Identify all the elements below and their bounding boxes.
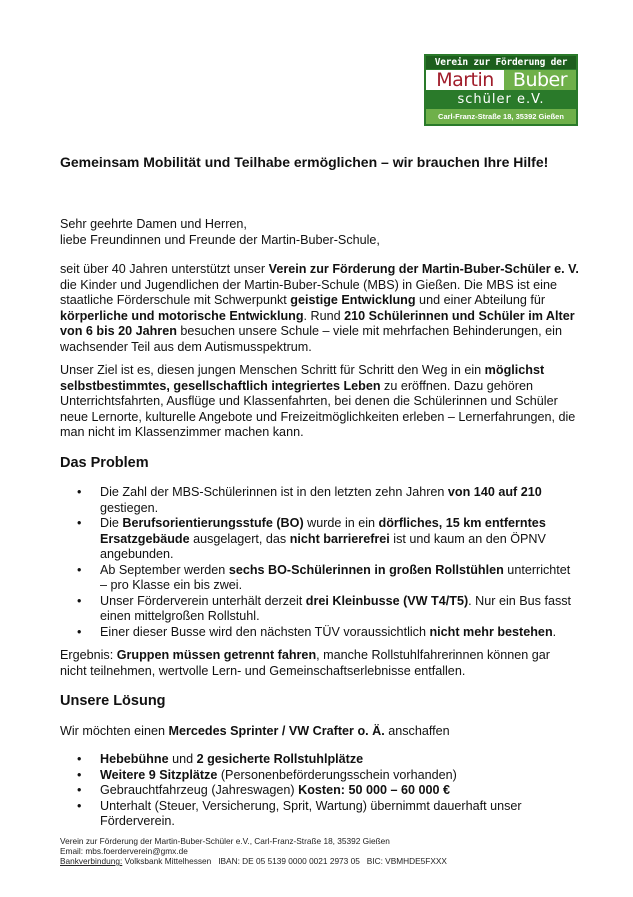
- text: anschaffen: [384, 724, 450, 738]
- text: (Personenbeförderungsschein vorhanden): [217, 767, 457, 782]
- text: unterrichtet – pro Klasse ein bis zwei.: [100, 562, 571, 592]
- text: ausgelagert, das: [189, 531, 290, 546]
- text: Ergebnis:: [60, 648, 117, 662]
- text: . Nur ein Bus fasst einen mittelgroßen Rollstuhl.: [100, 593, 572, 623]
- text: ist und kaum an den ÖPNV angebunden.: [100, 531, 546, 561]
- bold-text: Weitere 9 Sitzplätze: [100, 767, 218, 782]
- bold-text: Mercedes Sprinter / VW Crafter o. Ä.: [168, 724, 385, 738]
- solution-heading: Unsere Lösung: [60, 693, 166, 709]
- text: Einer dieser Busse wird den nächsten TÜV voraussichtlich: [100, 624, 430, 639]
- list-item: [60, 768, 580, 784]
- list-item: [60, 516, 580, 563]
- logo-name-buber: Buber: [504, 70, 576, 90]
- footer-bank: [60, 856, 447, 866]
- result-paragraph: [60, 648, 580, 679]
- bold-text: sechs BO-Schülerinnen in großen Rollstühlen: [228, 562, 504, 577]
- text: Die: [100, 516, 123, 530]
- text: Unterhalt (Steuer, Versicherung, Sprit, Wartung) übernimmt dauerhaft unser Förderverein.: [100, 798, 522, 828]
- greeting-line-2: liebe Freundinnen und Freunde der Martin-Buber-Schule,: [60, 232, 380, 247]
- text: . Rund: [303, 308, 345, 323]
- bold-text: möglichst selbstbestimmtes, gesellschaftlich integriertes Leben: [60, 363, 545, 393]
- text: Die Zahl der MBS-Schülerinnen ist in den letzten zehn Jahren: [100, 485, 448, 499]
- text: wurde in ein: [303, 516, 379, 530]
- bold-text: 2 gesicherte Rollstuhlplätze: [196, 752, 364, 766]
- text: gestiegen.: [100, 500, 159, 515]
- text: besuchen unsere Schule – viele mit mehrfachen Behinderungen, ein wachsender Teil aus dem Autismusspektrum.: [60, 324, 562, 354]
- list-item: [60, 594, 580, 625]
- list-item: [60, 783, 580, 799]
- problem-list: [60, 485, 580, 640]
- bold-text: 210 Schülerinnen und Schüler im Alter von 6 bis 20 Jahren: [60, 308, 575, 338]
- bold-text: Kosten: 50 000 – 60 000 €: [298, 783, 451, 797]
- problem-heading: Das Problem: [60, 455, 149, 471]
- bank-details: Volksbank Mittelhessen IBAN: DE 05 5139 0000 0021 2973 05 BIC: VBMHDE5FXXX: [122, 856, 447, 866]
- solution-list: [60, 752, 580, 830]
- solution-intro: [60, 724, 580, 740]
- bold-text: geistige Entwicklung: [290, 293, 416, 307]
- greeting-line-1: Sehr geehrte Damen und Herren,: [60, 217, 247, 231]
- bold-text: Verein zur Förderung der Martin-Buber-Schüler e. V.: [268, 262, 579, 276]
- list-item: [60, 485, 580, 516]
- text: Gebrauchtfahrzeug (Jahreswagen): [100, 783, 299, 797]
- bold-text: Berufsorientierungsstufe (BO): [122, 516, 304, 530]
- list-item: [60, 799, 580, 830]
- bold-text: dörfliches, 15 km entferntes Ersatzgebäude: [100, 516, 546, 546]
- intro-paragraph: [60, 262, 580, 355]
- list-item: [60, 625, 580, 641]
- logo-address: Carl-Franz-Straße 18, 35392 Gießen: [426, 109, 576, 124]
- text: zu eröffnen. Dazu gehören Unterrichtsfahrten, Ausflüge und Klassenfahrten, bei denen die Schülerinnen und Schüler neue Lernorte, kulturelle Angebote und Freizeitmöglichkeiten erleben – Lernerfahrungen, die man nicht im Klassenzimmer machen kann.: [60, 378, 576, 439]
- list-item: [60, 563, 580, 594]
- text: Ab September werden: [100, 562, 229, 577]
- text: Wir möchten einen: [60, 724, 169, 738]
- logo: [424, 54, 578, 126]
- text: .: [552, 624, 557, 639]
- text: und einer Abteilung für: [415, 293, 546, 307]
- bank-label: Bankverbindung:: [60, 856, 123, 866]
- text: und: [168, 752, 197, 766]
- logo-top-text: Verein zur Förderung der: [426, 56, 576, 69]
- footer: [60, 836, 447, 866]
- text: die Kinder und Jugendlichen der Martin-Buber-Schule (MBS) in Gießen. Die MBS ist eine staatliche Förderschule mit Schwerpunkt: [60, 277, 557, 307]
- greeting: [60, 217, 580, 248]
- page-title: Gemeinsam Mobilität und Teilhabe ermöglichen – wir brauchen Ihre Hilfe!: [60, 154, 549, 170]
- bold-text: Gruppen müssen getrennt fahren: [116, 648, 317, 662]
- text: Unser Förderverein unterhält derzeit: [100, 593, 306, 608]
- footer-email: Email: mbs.foerderverein@gmx.de: [60, 846, 188, 856]
- footer-address: Verein zur Förderung der Martin-Buber-Schüler e.V., Carl-Franz-Straße 18, 35392 Gießen: [60, 836, 390, 846]
- text: , manche Rollstuhlfahrerinnen können gar nicht teilnehmen, wertvolle Lern- und Gemeinschaftserlebnisse entfallen.: [60, 648, 550, 678]
- bold-text: körperliche und motorische Entwicklung: [60, 308, 304, 323]
- bold-text: drei Kleinbusse (VW T4/T5): [305, 593, 469, 608]
- logo-subtitle: schüler e.V.: [426, 91, 576, 108]
- bold-text: nicht barrierefrei: [289, 531, 390, 546]
- logo-name-martin: Martin: [426, 70, 504, 90]
- bold-text: Hebebühne: [100, 752, 169, 766]
- bold-text: von 140 auf 210: [447, 485, 542, 499]
- bold-text: nicht mehr bestehen: [429, 624, 553, 639]
- list-item: [60, 752, 580, 768]
- goal-paragraph: [60, 363, 580, 441]
- text: seit über 40 Jahren unterstützt unser: [60, 262, 269, 276]
- text: Unser Ziel ist es, diesen jungen Menschen Schritt für Schritt den Weg in ein: [60, 363, 485, 377]
